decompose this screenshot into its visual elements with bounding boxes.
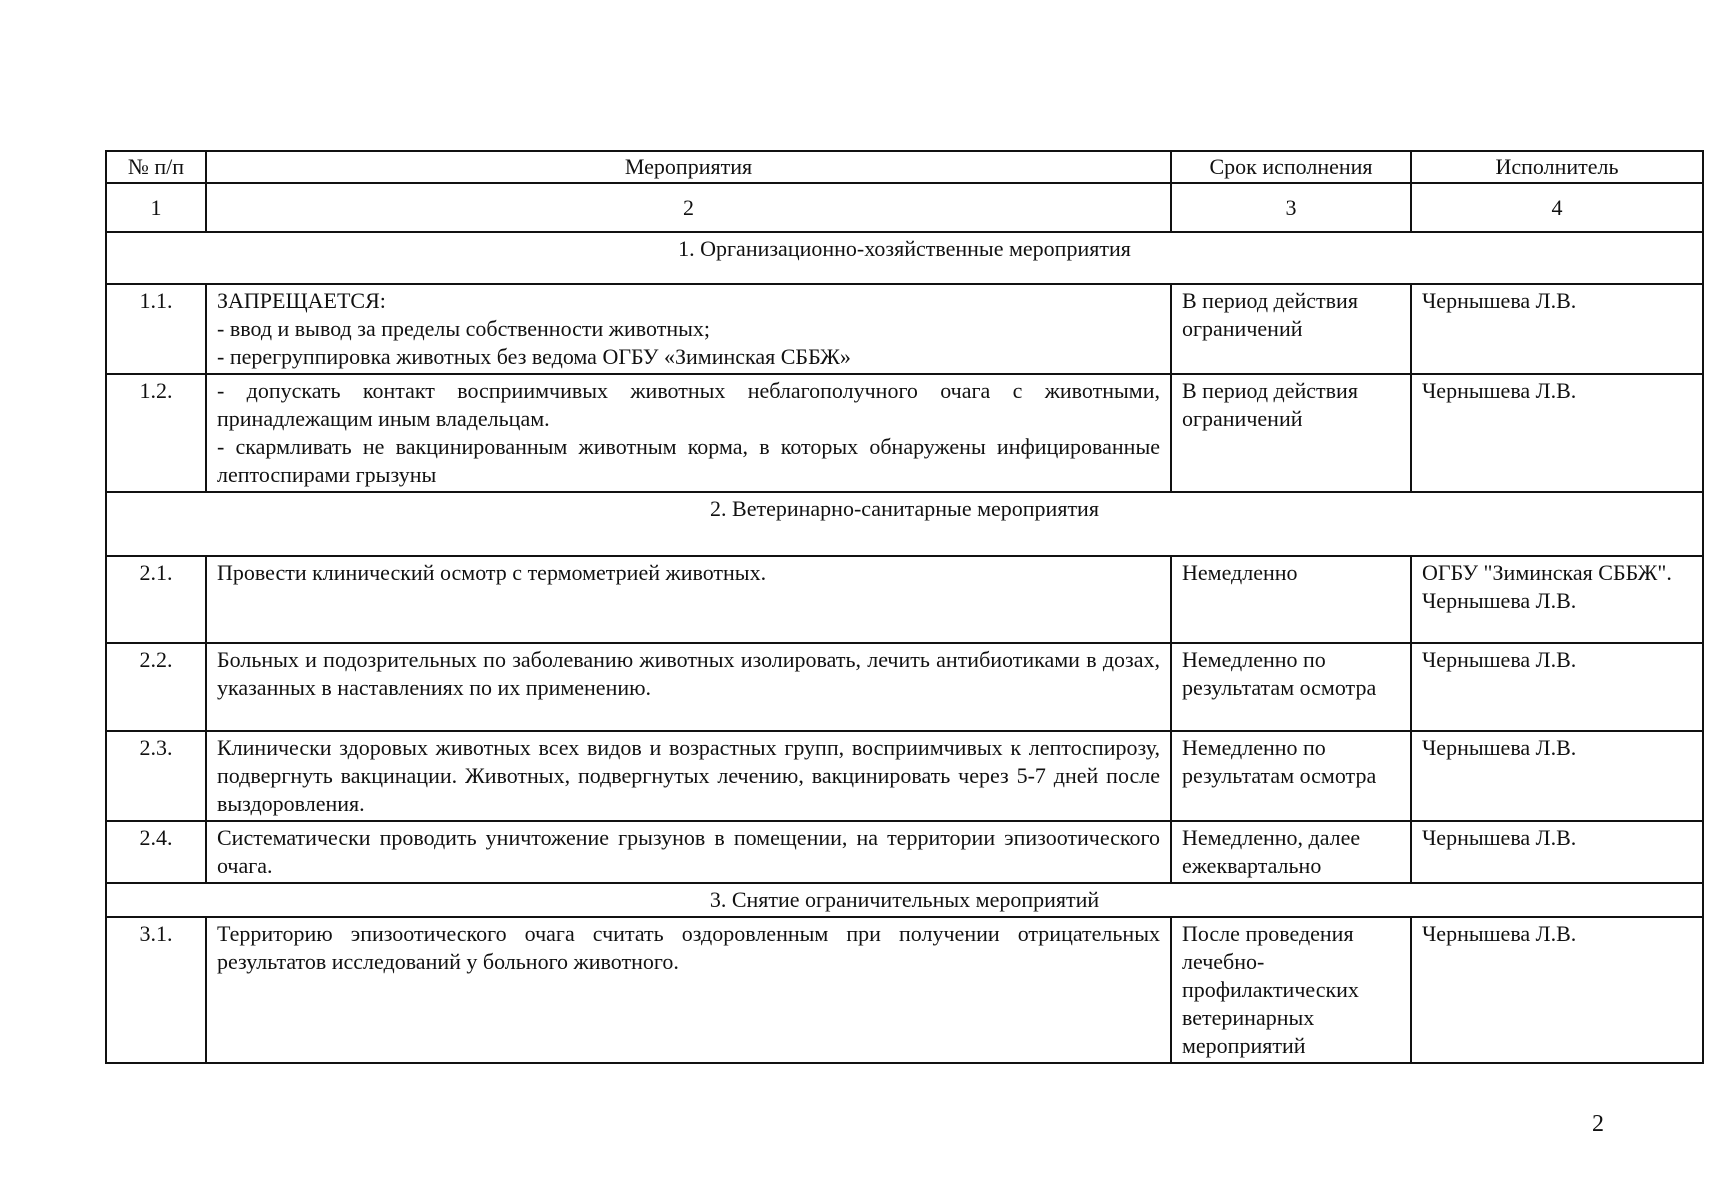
term-cell: Немедленно по результатам осмотра xyxy=(1171,643,1411,731)
executor-cell: Чернышева Л.В. xyxy=(1411,284,1703,374)
measure-line: Провести клинический осмотр с термометрией животных. xyxy=(217,560,767,585)
table-row xyxy=(106,374,1703,492)
col-number: 1 xyxy=(106,183,206,232)
table-row xyxy=(106,731,1703,821)
col-number: 3 xyxy=(1171,183,1411,232)
measure-line: Систематически проводить уничтожение грызунов в помещении, на территории эпизоотического очага. xyxy=(217,825,1160,878)
executor-cell: Чернышева Л.В. xyxy=(1411,821,1703,883)
executor-cell: Чернышева Л.В. xyxy=(1411,917,1703,1063)
col-number: 4 xyxy=(1411,183,1703,232)
term-cell: После проведения лечебно-профилактических ветеринарных мероприятий xyxy=(1171,917,1411,1063)
header-row xyxy=(106,151,1703,183)
executor-cell: ОГБУ "Зиминская СББЖ". Чернышева Л.В. xyxy=(1411,556,1703,643)
measure-cell xyxy=(206,917,1171,1063)
measures-table xyxy=(105,150,1704,1064)
section-row xyxy=(106,232,1703,284)
row-number: 2.2. xyxy=(106,643,206,731)
measure-line: Больных и подозрительных по заболеванию животных изолировать, лечить антибиотиками в дозах, указанных в наставлениях по их применению. xyxy=(217,647,1160,700)
header-executor: Исполнитель xyxy=(1411,151,1703,183)
measure-cell xyxy=(206,374,1171,492)
col-number: 2 xyxy=(206,183,1171,232)
measure-line: - перегруппировка животных без ведома ОГБУ «Зиминская СББЖ» xyxy=(217,344,851,369)
header-term: Срок исполнения xyxy=(1171,151,1411,183)
term-cell: В период действия ограничений xyxy=(1171,284,1411,374)
table-row xyxy=(106,643,1703,731)
table-row xyxy=(106,284,1703,374)
row-number: 1.1. xyxy=(106,284,206,374)
table-row xyxy=(106,917,1703,1063)
row-number: 1.2. xyxy=(106,374,206,492)
table-row xyxy=(106,821,1703,883)
measure-line: - ввод и вывод за пределы собственности животных; xyxy=(217,316,710,341)
header-measures: Мероприятия xyxy=(206,151,1171,183)
measure-line: Клинически здоровых животных всех видов и возрастных групп, восприимчивых к лептоспирозу, подвергнуть вакцинации. Животных, подвергнутых лечению, вакцинировать через 5-7 дней после выздоровления. xyxy=(217,735,1160,816)
term-cell: Немедленно xyxy=(1171,556,1411,643)
measure-line: Территорию эпизоотического очага считать оздоровленным при получении отрицательных результатов исследований у больного животного. xyxy=(217,921,1160,974)
measure-line: - скармливать не вакцинированным животным корма, в которых обнаружены инфицированные лептоспирами грызуны xyxy=(217,434,1160,487)
section-row xyxy=(106,492,1703,556)
term-cell: Немедленно, далее ежеквартально xyxy=(1171,821,1411,883)
section-title: 1. Организационно-хозяйственные мероприятия xyxy=(106,232,1703,284)
row-number: 3.1. xyxy=(106,917,206,1063)
measure-cell xyxy=(206,284,1171,374)
executor-cell: Чернышева Л.В. xyxy=(1411,731,1703,821)
section-row xyxy=(106,883,1703,917)
header-num: № п/п xyxy=(106,151,206,183)
measure-line: ЗАПРЕЩАЕТСЯ: xyxy=(217,288,386,313)
row-number: 2.1. xyxy=(106,556,206,643)
term-cell: В период действия ограничений xyxy=(1171,374,1411,492)
section-title: 3. Снятие ограничительных мероприятий xyxy=(106,883,1703,917)
term-cell: Немедленно по результатам осмотра xyxy=(1171,731,1411,821)
page-number: 2 xyxy=(1592,1111,1604,1137)
executor-cell: Чернышева Л.В. xyxy=(1411,374,1703,492)
measure-line: - допускать контакт восприимчивых животных неблагополучного очага с животными, принадлежащим иным владельцам. xyxy=(217,378,1160,431)
executor-cell: Чернышева Л.В. xyxy=(1411,643,1703,731)
section-title: 2. Ветеринарно-санитарные мероприятия xyxy=(106,492,1703,556)
measure-cell xyxy=(206,556,1171,643)
measure-cell xyxy=(206,643,1171,731)
column-number-row xyxy=(106,183,1703,232)
measure-cell xyxy=(206,821,1171,883)
measure-cell xyxy=(206,731,1171,821)
row-number: 2.4. xyxy=(106,821,206,883)
table-row xyxy=(106,556,1703,643)
row-number: 2.3. xyxy=(106,731,206,821)
